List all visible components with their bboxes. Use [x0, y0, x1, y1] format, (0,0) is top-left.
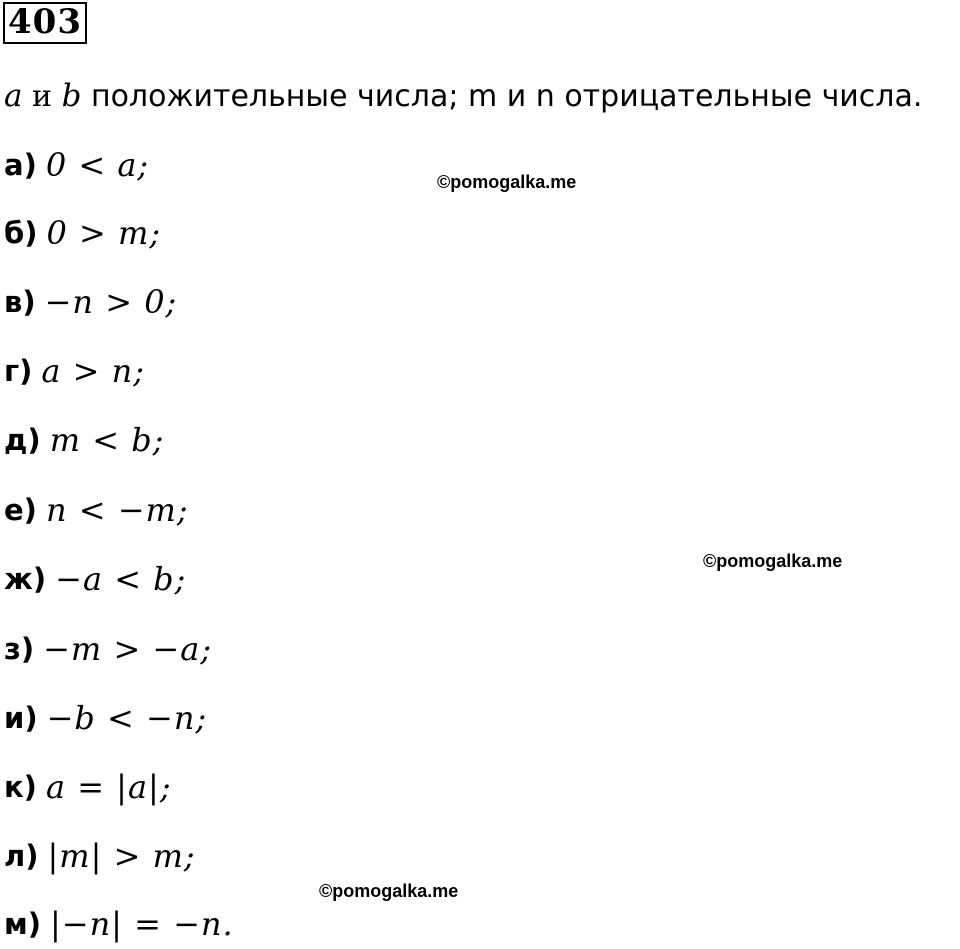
item-expression: 0 > m; — [46, 214, 162, 252]
watermark: ©pomogalka.me — [437, 172, 577, 192]
item-label: ж) — [4, 562, 47, 596]
answer-item — [4, 415, 164, 465]
item-label: в) — [4, 285, 36, 319]
item-label: д) — [4, 423, 41, 457]
item-expression: −m > −a; — [43, 630, 213, 668]
variable-b: b — [61, 78, 82, 114]
variable-a: a — [4, 78, 23, 114]
item-expression: 0 < a; — [45, 146, 150, 184]
conjunction: и — [22, 79, 62, 114]
item-expression: a > n; — [41, 352, 146, 390]
item-label: к) — [4, 770, 37, 804]
item-label: л) — [4, 839, 39, 873]
problem-statement — [4, 74, 922, 119]
item-label: а) — [4, 148, 37, 182]
item-expression: m < b; — [49, 421, 165, 459]
answer-item — [4, 693, 207, 743]
item-label: е) — [4, 493, 37, 527]
answer-item — [4, 140, 149, 190]
answer-item — [4, 899, 234, 949]
answer-item — [4, 554, 186, 604]
answer-item — [4, 624, 212, 674]
item-expression: |m| > m; — [47, 837, 196, 875]
answer-item — [4, 346, 145, 396]
item-expression: −a < b; — [55, 560, 187, 598]
watermark: ©pomogalka.me — [703, 551, 843, 571]
item-expression: −n > 0; — [44, 283, 178, 321]
item-expression: a = |a|; — [45, 768, 172, 806]
item-label: г) — [4, 354, 33, 388]
item-label: и) — [4, 701, 38, 735]
item-label: м) — [4, 907, 41, 941]
item-expression: −b < −n; — [46, 699, 208, 737]
statement-text: положительные числа; m и n отрицательные числа. — [81, 79, 923, 114]
problem-number: 403 — [3, 2, 87, 44]
answer-item — [4, 277, 177, 327]
watermark: ©pomogalka.me — [319, 881, 459, 901]
item-label: з) — [4, 632, 35, 666]
item-expression: n < −m; — [45, 491, 189, 529]
answer-item — [4, 485, 189, 535]
item-expression: |−n| = −n. — [49, 905, 234, 943]
answer-item — [4, 208, 161, 258]
item-label: б) — [4, 216, 38, 250]
answer-item — [4, 831, 196, 881]
answer-item — [4, 762, 172, 812]
